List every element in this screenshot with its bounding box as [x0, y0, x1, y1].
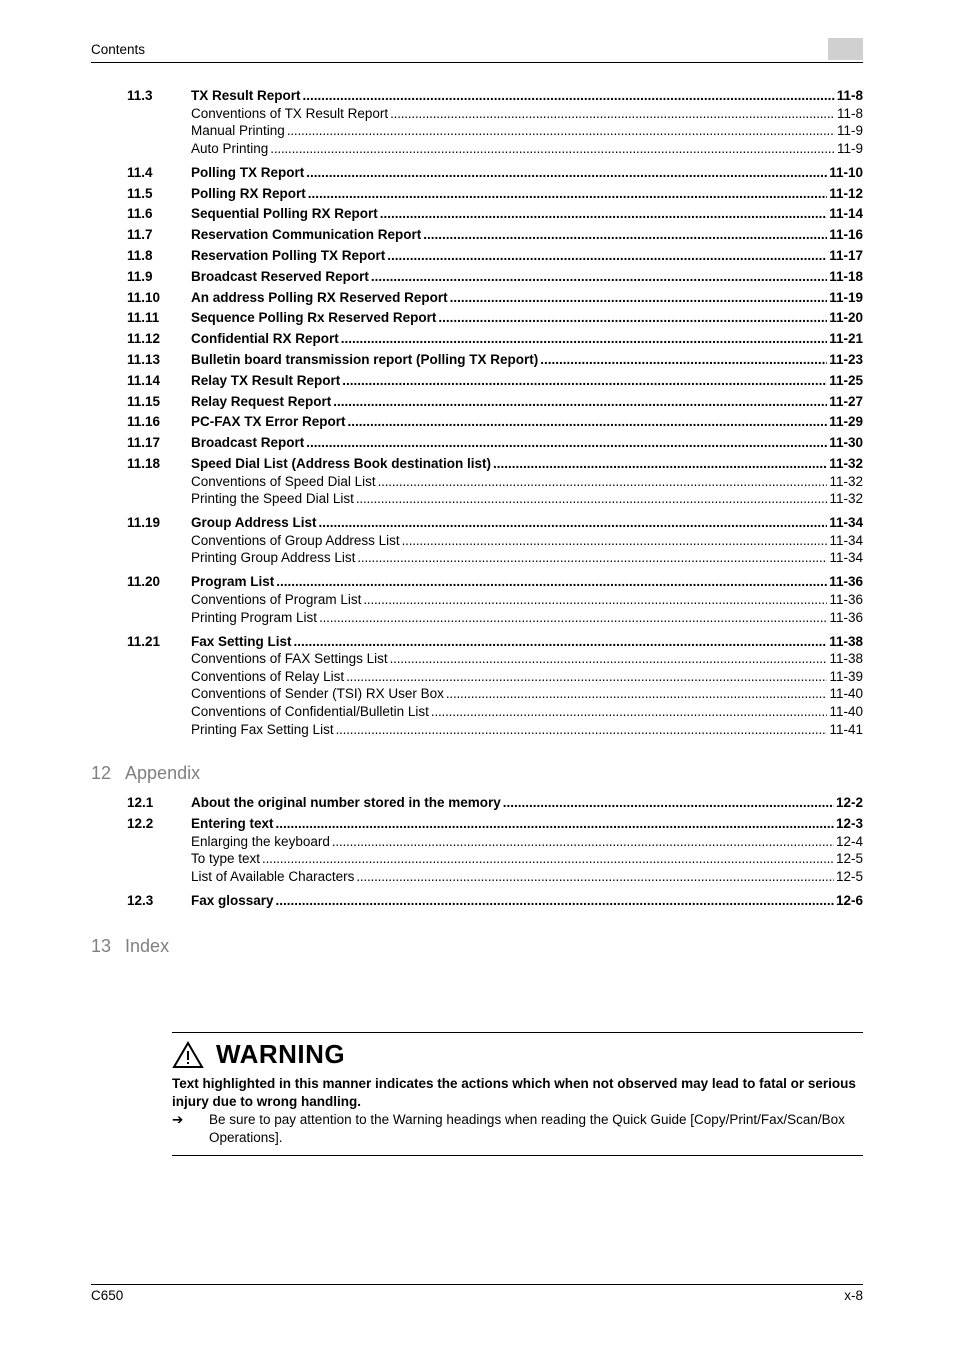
- toc-entry[interactable]: [127, 87, 863, 104]
- toc-entry[interactable]: [127, 351, 863, 368]
- toc-entry[interactable]: [127, 815, 863, 832]
- toc-entry[interactable]: [127, 573, 863, 590]
- toc-entry[interactable]: [127, 309, 863, 326]
- toc-entry-number: 11.16: [127, 414, 161, 430]
- toc-entry-page: 11-17: [829, 248, 863, 263]
- toc-leader-dots: [287, 122, 835, 139]
- toc-entry-title: Sequential Polling RX Report: [191, 206, 378, 222]
- toc-entry-title: Conventions of Relay List: [191, 668, 345, 684]
- footer-model: C650: [91, 1288, 124, 1303]
- toc-leader-dots: [423, 226, 827, 243]
- chapter-title: Appendix: [125, 763, 201, 783]
- toc-entry-page: 11-16: [829, 227, 863, 243]
- toc-entry-title: Conventions of FAX Settings List: [191, 651, 388, 667]
- toc-entry-title: Broadcast Reserved Report: [191, 268, 369, 284]
- toc-entry-title: Manual Printing: [191, 123, 285, 139]
- header-tab-marker: [828, 38, 863, 60]
- toc-entry-page: 11-34: [829, 550, 863, 566]
- toc-entry-page: 11-38: [829, 651, 863, 667]
- toc-entry-page: 12-4: [835, 833, 863, 849]
- toc-entry-title: Reservation Polling TX Report: [191, 248, 386, 263]
- footer-page-number: x-8: [844, 1288, 863, 1303]
- toc-entry-title: Relay Request Report: [191, 393, 332, 409]
- toc-leader-dots: [363, 591, 827, 608]
- toc-leader-dots: [341, 330, 827, 347]
- toc-entry-page: 11-14: [829, 206, 863, 222]
- toc-entry-page: 11-8: [836, 105, 863, 121]
- toc-entry-title: Conventions of Speed Dial List: [191, 473, 376, 489]
- toc-entry[interactable]: [127, 268, 863, 285]
- toc-entry-number: 11.9: [127, 268, 153, 284]
- toc-entry-title: Reservation Communication Report: [191, 227, 422, 243]
- toc-entry-page: 11-36: [829, 609, 863, 625]
- toc-leader-dots: [378, 473, 828, 490]
- toc-leader-dots: [431, 703, 828, 720]
- running-header-title: Contents: [91, 42, 146, 57]
- toc-entry-title: Group Address List: [191, 515, 317, 531]
- toc-entry-title: List of Available Characters: [191, 868, 355, 884]
- toc-leader-dots: [336, 721, 828, 738]
- toc-entry-number: 11.19: [127, 515, 161, 531]
- warning-heading: [172, 1039, 345, 1070]
- toc-entry-page: 11-8: [836, 88, 863, 103]
- toc-entry[interactable]: [127, 609, 863, 626]
- toc-entry-title: Enlarging the keyboard: [191, 833, 330, 849]
- toc-entry-number: 11.15: [127, 393, 161, 409]
- warning-bullet: [172, 1111, 863, 1147]
- toc-leader-dots: [276, 815, 834, 832]
- toc-leader-dots: [450, 289, 828, 306]
- toc-entry-number: 12.2: [127, 816, 154, 831]
- toc-entry-number: 11.21: [127, 633, 161, 649]
- toc-entry-page: 11-19: [829, 289, 863, 305]
- toc-entry[interactable]: [127, 591, 863, 608]
- toc-entry-title: Conventions of Sender (TSI) RX User Box: [191, 686, 444, 702]
- toc-entry-page: 11-36: [829, 592, 863, 607]
- toc-entry[interactable]: [127, 514, 863, 531]
- toc-leader-dots: [387, 247, 827, 264]
- toc-entry[interactable]: [127, 833, 863, 850]
- toc-entry[interactable]: [127, 247, 863, 264]
- toc-entry-page: 11-30: [829, 435, 863, 451]
- toc-entry-number: 11.6: [127, 206, 153, 222]
- chapter-13-heading[interactable]: [91, 936, 169, 957]
- toc-entry-title: Printing the Speed Dial List: [191, 491, 354, 507]
- toc-entry[interactable]: [127, 226, 863, 243]
- toc-entry[interactable]: [127, 105, 863, 122]
- toc-entry-page: 12-5: [835, 868, 863, 884]
- toc-entry-page: 12-3: [835, 816, 863, 831]
- toc-entry[interactable]: [127, 685, 863, 702]
- toc-entry-title: Printing Program List: [191, 609, 318, 625]
- toc-entry-page: 11-9: [836, 140, 863, 156]
- toc-entry-page: 11-29: [829, 414, 863, 430]
- toc-entry-number: 11.3: [127, 88, 153, 103]
- toc-entry-number: 11.5: [127, 185, 153, 201]
- toc-leader-dots: [503, 794, 834, 811]
- toc-leader-dots: [342, 372, 827, 389]
- toc-entry-title: Sequence Polling Rx Reserved Report: [191, 310, 437, 326]
- toc-leader-dots: [348, 413, 828, 430]
- toc-entry[interactable]: [127, 473, 863, 490]
- toc-entry[interactable]: [127, 455, 863, 472]
- warning-title: WARNING: [216, 1039, 346, 1069]
- toc-entry-title: Conventions of Group Address List: [191, 532, 400, 548]
- toc-leader-dots: [390, 105, 835, 122]
- arrow-bullet-icon: ➔: [172, 1112, 184, 1127]
- toc-entry[interactable]: [127, 892, 863, 909]
- chapter-title: Index: [125, 936, 170, 956]
- toc-entry-number: 11.7: [127, 227, 153, 243]
- toc-entry-title: Broadcast Report: [191, 435, 305, 451]
- toc-entry[interactable]: [127, 140, 863, 157]
- toc-entry-page: 11-34: [829, 515, 863, 531]
- toc-entry[interactable]: [127, 490, 863, 507]
- toc-entry[interactable]: [127, 372, 863, 389]
- toc-entry[interactable]: [127, 434, 863, 451]
- toc-leader-dots: [356, 490, 828, 507]
- warning-text: Text highlighted in this manner indicates the actions which when not observed may lead to fatal or serious injury due to wrong handling.: [172, 1076, 856, 1109]
- toc-entry-page: 11-21: [829, 331, 863, 347]
- toc-entry-number: 12.1: [127, 795, 154, 810]
- toc-leader-dots: [276, 573, 827, 590]
- toc-entry-title: Auto Printing: [191, 140, 269, 156]
- toc-entry-title: Fax glossary: [191, 892, 274, 908]
- toc-entry-title: Relay TX Result Report: [191, 372, 341, 388]
- toc-leader-dots: [319, 609, 827, 626]
- toc-entry-page: 12-5: [835, 851, 863, 866]
- toc-entry[interactable]: [127, 868, 863, 885]
- footer-divider: [91, 1284, 863, 1285]
- toc-entry-page: 11-10: [829, 164, 863, 180]
- warning-box: [172, 1032, 863, 1156]
- toc-leader-dots: [390, 650, 828, 667]
- toc-entry-number: 11.13: [127, 352, 161, 367]
- toc-leader-dots: [357, 549, 827, 566]
- toc-entry-page: 11-39: [829, 668, 863, 684]
- chapter-number: 13: [91, 936, 112, 956]
- toc-entry-title: Confidential RX Report: [191, 331, 339, 347]
- toc-entry-page: 11-32: [829, 456, 863, 471]
- toc-entry-title: Conventions of Confidential/Bulletin List: [191, 704, 429, 719]
- toc-entry-page: 11-41: [829, 721, 863, 737]
- toc-entry-page: 11-34: [829, 532, 863, 548]
- toc-leader-dots: [446, 685, 828, 702]
- toc-leader-dots: [493, 455, 827, 472]
- toc-leader-dots: [371, 268, 827, 285]
- toc-entry-page: 11-12: [829, 185, 863, 201]
- toc-entry[interactable]: [127, 289, 863, 306]
- toc-entry-number: 11.8: [127, 248, 153, 263]
- toc-entry-title: TX Result Report: [191, 88, 301, 103]
- toc-leader-dots: [540, 351, 827, 368]
- chapter-12-heading[interactable]: [91, 763, 200, 784]
- toc-entry[interactable]: [127, 393, 863, 410]
- chapter-number: 12: [91, 763, 112, 783]
- toc-leader-dots: [402, 532, 828, 549]
- toc-entry[interactable]: [127, 721, 863, 738]
- warning-triangle-icon: [172, 1041, 204, 1069]
- toc-entry-page: 11-40: [829, 686, 863, 702]
- toc-entry[interactable]: [127, 850, 863, 867]
- toc-entry-title: An address Polling RX Reserved Report: [191, 289, 448, 305]
- toc-entry-page: 11-20: [829, 310, 863, 326]
- toc-entry[interactable]: [127, 549, 863, 566]
- toc-entry[interactable]: [127, 164, 863, 181]
- toc-leader-dots: [356, 868, 834, 885]
- toc-entry-page: 11-32: [829, 473, 863, 489]
- toc-leader-dots: [319, 514, 828, 531]
- toc-entry-title: Polling RX Report: [191, 185, 306, 201]
- header-divider: [91, 62, 863, 63]
- toc-entry-page: 12-6: [835, 892, 863, 908]
- toc-entry-title: Entering text: [191, 816, 274, 831]
- toc-entry[interactable]: [127, 330, 863, 347]
- toc-entry-page: 11-23: [829, 352, 863, 367]
- toc-entry-number: 11.11: [127, 310, 160, 326]
- toc-leader-dots: [332, 833, 834, 850]
- toc-entry-page: 12-2: [835, 795, 863, 810]
- toc-entry-page: 11-36: [829, 574, 863, 590]
- toc-leader-dots: [380, 205, 827, 222]
- toc-entry-page: 11-27: [829, 393, 863, 409]
- toc-leader-dots: [306, 434, 827, 451]
- toc-entry-title: Program List: [191, 574, 275, 590]
- toc-entry[interactable]: [127, 532, 863, 549]
- toc-entry-title: PC-FAX TX Error Report: [191, 414, 346, 430]
- toc-entry-title: Conventions of Program List: [191, 592, 362, 607]
- toc-entry[interactable]: [127, 703, 863, 720]
- toc-entry-page: 11-32: [829, 491, 863, 507]
- toc-leader-dots: [333, 393, 827, 410]
- toc-entry-title: About the original number stored in the memory: [191, 795, 501, 810]
- toc-entry-title: Printing Group Address List: [191, 550, 356, 566]
- toc-entry[interactable]: [127, 650, 863, 667]
- toc-entry-number: 11.10: [127, 289, 161, 305]
- toc-entry-page: 11-38: [829, 633, 863, 649]
- toc-entry-number: 11.4: [127, 164, 153, 180]
- toc-leader-dots: [270, 140, 835, 157]
- toc-entry-page: 11-9: [836, 123, 863, 139]
- toc-entry-page: 11-25: [829, 372, 863, 388]
- toc-entry[interactable]: [127, 668, 863, 685]
- toc-entry-number: 12.3: [127, 892, 154, 908]
- toc-entry-page: 11-40: [829, 704, 863, 719]
- toc-entry-number: 11.20: [127, 574, 161, 590]
- toc-entry-number: 11.18: [127, 456, 161, 471]
- toc-entry[interactable]: [127, 185, 863, 202]
- toc-entry-title: Fax Setting List: [191, 633, 292, 649]
- toc-entry-number: 11.14: [127, 372, 161, 388]
- toc-entry-title: Speed Dial List (Address Book destination list): [191, 456, 492, 471]
- toc-entry-title: Printing Fax Setting List: [191, 721, 334, 737]
- toc-entry[interactable]: [127, 633, 863, 650]
- toc-leader-dots: [294, 633, 828, 650]
- toc-entry[interactable]: [127, 205, 863, 222]
- warning-bullet-text: Be sure to pay attention to the Warning headings when reading the Quick Guide [Copy/Print/Fax/Scan/Box Operations].: [209, 1112, 845, 1145]
- toc-entry[interactable]: [127, 413, 863, 430]
- toc-entry-title: Polling TX Report: [191, 164, 305, 180]
- toc-entry-page: 11-18: [829, 268, 863, 284]
- toc-entry-title: Bulletin board transmission report (Polling TX Report): [191, 352, 539, 367]
- toc-leader-dots: [308, 185, 827, 202]
- toc-leader-dots: [303, 87, 835, 104]
- toc-leader-dots: [306, 164, 827, 181]
- toc-leader-dots: [346, 668, 827, 685]
- toc-entry-title: Conventions of TX Result Report: [191, 105, 389, 121]
- toc-entry-number: 11.12: [127, 331, 161, 347]
- toc-leader-dots: [438, 309, 827, 326]
- toc-leader-dots: [276, 892, 834, 909]
- toc-entry-number: 11.17: [127, 435, 161, 451]
- toc-entry-title: To type text: [191, 851, 261, 866]
- toc-entry[interactable]: [127, 122, 863, 139]
- toc-entry[interactable]: [127, 794, 863, 811]
- toc-leader-dots: [262, 850, 834, 867]
